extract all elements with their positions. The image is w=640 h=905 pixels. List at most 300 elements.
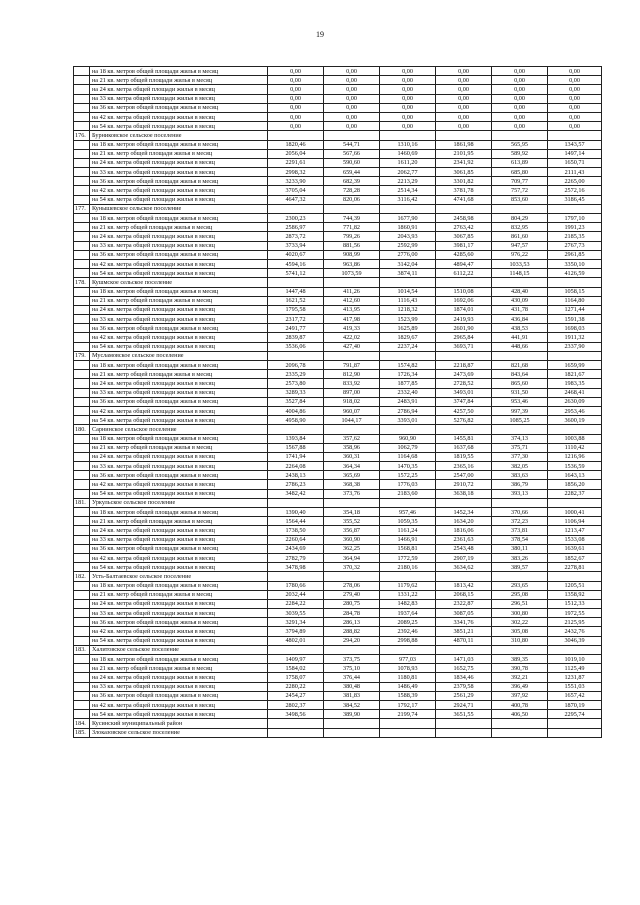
row-number-cell xyxy=(74,67,90,76)
row-number-cell xyxy=(74,103,90,112)
value-cell: 0,00 xyxy=(548,94,602,103)
table-row xyxy=(74,462,602,471)
value-cell: 2434,69 xyxy=(268,544,324,553)
value-cell: 1033,53 xyxy=(492,259,548,268)
value-cell: 2802,37 xyxy=(268,700,324,709)
value-cell: 613,89 xyxy=(492,158,548,167)
value-cell: 0,00 xyxy=(436,112,492,121)
value-cell: 2601,90 xyxy=(436,324,492,333)
value-cell: 2454,27 xyxy=(268,691,324,700)
section-title-cell: Уркульское сельское поселение xyxy=(90,498,268,507)
value-cell: 302,22 xyxy=(492,618,548,627)
value-cell: 1331,22 xyxy=(380,590,436,599)
value-cell xyxy=(380,278,436,287)
value-cell: 1588,39 xyxy=(380,691,436,700)
value-cell: 1213,47 xyxy=(548,526,602,535)
row-label-cell: на 21 кв. метр общей площади жилья в месяц xyxy=(90,664,268,673)
table-row xyxy=(74,140,602,149)
value-cell: 2213,29 xyxy=(380,177,436,186)
value-cell: 1510,08 xyxy=(436,287,492,296)
value-cell: 1574,82 xyxy=(380,361,436,370)
value-cell: 1637,68 xyxy=(436,443,492,452)
value-cell: 590,60 xyxy=(324,158,380,167)
value-cell: 2728,52 xyxy=(436,379,492,388)
value-cell: 3067,85 xyxy=(436,232,492,241)
value-cell: 0,00 xyxy=(380,103,436,112)
value-cell: 1780,66 xyxy=(268,581,324,590)
row-number-cell xyxy=(74,673,90,682)
row-label-cell: на 42 кв. метра общей площади жилья в месяц xyxy=(90,406,268,415)
value-cell xyxy=(436,572,492,581)
value-cell: 728,28 xyxy=(324,186,380,195)
value-cell: 3341,76 xyxy=(436,618,492,627)
value-cell: 1816,06 xyxy=(436,526,492,535)
value-cell: 0,00 xyxy=(324,112,380,121)
row-number-cell xyxy=(74,250,90,259)
value-cell: 1062,79 xyxy=(380,443,436,452)
value-cell xyxy=(436,498,492,507)
value-cell: 1003,88 xyxy=(548,434,602,443)
value-cell: 3874,11 xyxy=(380,269,436,278)
table-row xyxy=(74,581,602,590)
row-label-cell: на 54 кв. метра общей площади жилья в месяц xyxy=(90,563,268,572)
table-row xyxy=(74,177,602,186)
value-cell: 373,81 xyxy=(492,526,548,535)
value-cell: 355,52 xyxy=(324,517,380,526)
value-cell: 1792,17 xyxy=(380,700,436,709)
value-cell: 953,46 xyxy=(492,397,548,406)
row-number-cell xyxy=(74,397,90,406)
value-cell: 4870,11 xyxy=(436,636,492,645)
table-row xyxy=(74,609,602,618)
value-cell: 373,76 xyxy=(324,489,380,498)
row-label-cell: на 33 кв. метра общей площади жилья в месяц xyxy=(90,315,268,324)
value-cell: 0,00 xyxy=(548,122,602,131)
value-cell: 378,54 xyxy=(492,535,548,544)
value-cell: 1972,55 xyxy=(548,609,602,618)
value-cell: 3851,21 xyxy=(436,627,492,636)
value-cell: 0,00 xyxy=(324,67,380,76)
value-cell: 0,00 xyxy=(436,67,492,76)
row-number-cell: 176. xyxy=(74,131,90,140)
value-cell: 960,90 xyxy=(380,434,436,443)
table-row xyxy=(74,76,602,85)
table-row xyxy=(74,397,602,406)
value-cell: 2965,84 xyxy=(436,333,492,342)
row-label-cell: на 24 кв. метра общей площади жилья в месяц xyxy=(90,158,268,167)
value-cell: 2337,90 xyxy=(548,342,602,351)
value-cell: 2458,98 xyxy=(436,214,492,223)
row-number-cell xyxy=(74,259,90,268)
value-cell: 1533,08 xyxy=(548,535,602,544)
table-row xyxy=(74,443,602,452)
value-cell: 4958,90 xyxy=(268,416,324,425)
table-row xyxy=(74,195,602,204)
row-label-cell: на 18 кв. метров общей площади жилья в месяц xyxy=(90,140,268,149)
row-number-cell xyxy=(74,535,90,544)
table-row xyxy=(74,259,602,268)
row-number-cell xyxy=(74,664,90,673)
value-cell xyxy=(380,728,436,737)
value-cell: 853,60 xyxy=(492,195,548,204)
value-cell: 3350,10 xyxy=(548,259,602,268)
value-cell: 374,13 xyxy=(492,434,548,443)
row-number-cell xyxy=(74,553,90,562)
table-row xyxy=(74,324,602,333)
row-label-cell: на 36 кв. метров общей площади жилья в месяц xyxy=(90,177,268,186)
table-row xyxy=(74,342,602,351)
row-number-cell xyxy=(74,177,90,186)
table-row xyxy=(74,535,602,544)
row-number-cell xyxy=(74,406,90,415)
row-label-cell: на 36 кв. метров общей площади жилья в месяц xyxy=(90,544,268,553)
row-label-cell: на 18 кв. метров общей площади жилья в месяц xyxy=(90,655,268,664)
value-cell: 1000,41 xyxy=(548,508,602,517)
row-number-cell xyxy=(74,223,90,232)
value-cell xyxy=(380,498,436,507)
value-cell: 757,72 xyxy=(492,186,548,195)
value-cell: 2468,41 xyxy=(548,388,602,397)
value-cell: 4741,68 xyxy=(436,195,492,204)
row-label-cell: на 24 кв. метра общей площади жилья в месяц xyxy=(90,85,268,94)
value-cell: 362,25 xyxy=(324,544,380,553)
row-number-cell xyxy=(74,462,90,471)
value-cell: 771,82 xyxy=(324,223,380,232)
section-row xyxy=(74,719,602,728)
section-title-cell: Халитовское сельское поселение xyxy=(90,645,268,654)
value-cell: 0,00 xyxy=(436,94,492,103)
table-row xyxy=(74,508,602,517)
table-row xyxy=(74,434,602,443)
value-cell: 3781,78 xyxy=(436,186,492,195)
row-number-cell xyxy=(74,214,90,223)
row-number-cell xyxy=(74,636,90,645)
value-cell: 3061,85 xyxy=(436,168,492,177)
value-cell: 2218,87 xyxy=(436,361,492,370)
value-cell: 1116,43 xyxy=(380,296,436,305)
value-cell: 2056,04 xyxy=(268,149,324,158)
value-cell: 2572,16 xyxy=(548,186,602,195)
row-label-cell: на 33 кв. метра общей площади жилья в месяц xyxy=(90,609,268,618)
value-cell: 567,66 xyxy=(324,149,380,158)
value-cell: 1911,32 xyxy=(548,333,602,342)
row-number-cell xyxy=(74,471,90,480)
value-cell: 380,48 xyxy=(324,682,380,691)
value-cell: 0,00 xyxy=(268,122,324,131)
value-cell: 3087,05 xyxy=(436,609,492,618)
value-cell: 0,00 xyxy=(268,67,324,76)
value-cell: 375,71 xyxy=(492,443,548,452)
value-cell: 360,90 xyxy=(324,535,380,544)
value-cell: 843,64 xyxy=(492,370,548,379)
value-cell: 2547,00 xyxy=(436,471,492,480)
row-number-cell xyxy=(74,324,90,333)
value-cell: 0,00 xyxy=(436,122,492,131)
value-cell: 1523,99 xyxy=(380,315,436,324)
value-cell xyxy=(324,425,380,434)
row-number-cell xyxy=(74,581,90,590)
value-cell: 3705,04 xyxy=(268,186,324,195)
row-label-cell: на 24 кв. метра общей площади жилья в месяц xyxy=(90,305,268,314)
row-number-cell xyxy=(74,85,90,94)
value-cell: 0,00 xyxy=(380,85,436,94)
value-cell: 380,11 xyxy=(492,544,548,553)
row-number-cell xyxy=(74,168,90,177)
value-cell: 2392,46 xyxy=(380,627,436,636)
value-cell: 3527,84 xyxy=(268,397,324,406)
value-cell: 1564,44 xyxy=(268,517,324,526)
value-cell xyxy=(380,425,436,434)
value-cell: 1584,02 xyxy=(268,664,324,673)
value-cell: 1692,06 xyxy=(436,296,492,305)
table-row xyxy=(74,489,602,498)
value-cell: 1497,14 xyxy=(548,149,602,158)
row-label-cell: на 24 кв. метра общей площади жилья в месяц xyxy=(90,379,268,388)
row-number-cell xyxy=(74,379,90,388)
value-cell: 2068,15 xyxy=(436,590,492,599)
value-cell: 370,66 xyxy=(492,508,548,517)
value-cell: 2332,40 xyxy=(380,388,436,397)
value-cell: 4894,47 xyxy=(436,259,492,268)
row-label-cell: на 54 кв. метра общей площади жилья в месяц xyxy=(90,122,268,131)
row-label-cell: на 54 кв. метра общей площади жилья в месяц xyxy=(90,636,268,645)
value-cell: 832,95 xyxy=(492,223,548,232)
value-cell: 2183,60 xyxy=(380,489,436,498)
value-cell xyxy=(268,645,324,654)
value-cell: 1073,59 xyxy=(324,269,380,278)
row-label-cell: на 54 кв. метра общей площади жилья в месяц xyxy=(90,416,268,425)
value-cell: 0,00 xyxy=(548,103,602,112)
value-cell: 2543,48 xyxy=(436,544,492,553)
row-number-cell xyxy=(74,452,90,461)
table-row xyxy=(74,691,602,700)
value-cell: 2514,34 xyxy=(380,186,436,195)
value-cell: 4594,16 xyxy=(268,259,324,268)
value-cell: 392,21 xyxy=(492,673,548,682)
value-cell xyxy=(380,131,436,140)
row-label-cell: на 18 кв. метров общей площади жилья в месяц xyxy=(90,508,268,517)
table-row xyxy=(74,85,602,94)
value-cell: 544,71 xyxy=(324,140,380,149)
value-cell xyxy=(380,572,436,581)
row-label-cell: на 21 кв. метр общей площади жилья в месяц xyxy=(90,443,268,452)
value-cell: 448,66 xyxy=(492,342,548,351)
value-cell: 389,57 xyxy=(492,563,548,572)
value-cell: 430,09 xyxy=(492,296,548,305)
value-cell: 2199,74 xyxy=(380,710,436,719)
value-cell: 3794,89 xyxy=(268,627,324,636)
table-row xyxy=(74,103,602,112)
section-title-cell: Бурниковское сельское поселение xyxy=(90,131,268,140)
value-cell: 744,39 xyxy=(324,214,380,223)
value-cell xyxy=(268,572,324,581)
row-number-cell xyxy=(74,140,90,149)
value-cell: 431,78 xyxy=(492,305,548,314)
value-cell: 1621,52 xyxy=(268,296,324,305)
value-cell: 2096,78 xyxy=(268,361,324,370)
value-cell: 393,13 xyxy=(492,489,548,498)
row-label-cell: на 36 кв. метров общей площади жилья в месяц xyxy=(90,250,268,259)
row-number-cell xyxy=(74,443,90,452)
row-label-cell: на 54 кв. метра общей площади жилья в месяц xyxy=(90,342,268,351)
value-cell: 1591,38 xyxy=(548,315,602,324)
value-cell: 0,00 xyxy=(324,122,380,131)
table-row xyxy=(74,94,602,103)
row-number-cell xyxy=(74,361,90,370)
value-cell: 2998,88 xyxy=(380,636,436,645)
value-cell xyxy=(436,131,492,140)
value-cell: 3233,90 xyxy=(268,177,324,186)
value-cell: 3393,01 xyxy=(380,416,436,425)
value-cell: 0,00 xyxy=(492,85,548,94)
row-number-cell xyxy=(74,618,90,627)
value-cell xyxy=(324,645,380,654)
value-cell: 0,00 xyxy=(324,85,380,94)
value-cell: 406,50 xyxy=(492,710,548,719)
value-cell: 2265,00 xyxy=(548,177,602,186)
row-number-cell xyxy=(74,599,90,608)
value-cell: 2573,80 xyxy=(268,379,324,388)
row-number-cell: 184. xyxy=(74,719,90,728)
value-cell: 300,80 xyxy=(492,609,548,618)
row-number-cell xyxy=(74,517,90,526)
value-cell xyxy=(548,719,602,728)
table-row xyxy=(74,655,602,664)
value-cell: 3289,33 xyxy=(268,388,324,397)
row-number-cell xyxy=(74,342,90,351)
value-cell: 709,77 xyxy=(492,177,548,186)
row-number-cell: 182. xyxy=(74,572,90,581)
value-cell: 3039,55 xyxy=(268,609,324,618)
row-label-cell: на 24 кв. метра общей площади жилья в месяц xyxy=(90,452,268,461)
row-number-cell xyxy=(74,370,90,379)
value-cell: 2586,97 xyxy=(268,223,324,232)
value-cell: 1650,71 xyxy=(548,158,602,167)
value-cell: 386,79 xyxy=(492,480,548,489)
row-number-cell xyxy=(74,149,90,158)
value-cell: 368,38 xyxy=(324,480,380,489)
section-title-cell: Кушмское сельское поселение xyxy=(90,278,268,287)
value-cell: 6112,22 xyxy=(436,269,492,278)
value-cell: 5741,12 xyxy=(268,269,324,278)
row-label-cell: на 33 кв. метра общей площади жилья в месяц xyxy=(90,462,268,471)
value-cell: 1110,42 xyxy=(548,443,602,452)
row-number-cell xyxy=(74,526,90,535)
row-label-cell: на 42 кв. метра общей площади жилья в месяц xyxy=(90,627,268,636)
value-cell xyxy=(548,131,602,140)
value-cell: 372,23 xyxy=(492,517,548,526)
row-number-cell xyxy=(74,655,90,664)
value-cell: 833,92 xyxy=(324,379,380,388)
value-cell: 4257,50 xyxy=(436,406,492,415)
value-cell: 389,35 xyxy=(492,655,548,664)
value-cell: 1205,51 xyxy=(548,581,602,590)
value-cell: 356,87 xyxy=(324,526,380,535)
value-cell: 4802,01 xyxy=(268,636,324,645)
table-row xyxy=(74,232,602,241)
value-cell: 3301,82 xyxy=(436,177,492,186)
value-cell: 1536,59 xyxy=(548,462,602,471)
value-cell: 1611,20 xyxy=(380,158,436,167)
table-row xyxy=(74,526,602,535)
value-cell: 2924,71 xyxy=(436,700,492,709)
section-title-cell: Усть-Балтаевское сельское поселение xyxy=(90,572,268,581)
value-cell: 565,95 xyxy=(492,140,548,149)
value-cell: 1870,19 xyxy=(548,700,602,709)
value-cell: 947,57 xyxy=(492,241,548,250)
value-cell: 2291,61 xyxy=(268,158,324,167)
value-cell: 804,29 xyxy=(492,214,548,223)
table-row xyxy=(74,168,602,177)
value-cell: 0,00 xyxy=(380,94,436,103)
value-cell: 1625,89 xyxy=(380,324,436,333)
table-row xyxy=(74,158,602,167)
table-row xyxy=(74,149,602,158)
table-row xyxy=(74,388,602,397)
table-row xyxy=(74,287,602,296)
table-row xyxy=(74,452,602,461)
value-cell: 370,32 xyxy=(324,563,380,572)
row-number-cell xyxy=(74,195,90,204)
value-cell: 812,90 xyxy=(324,370,380,379)
row-number-cell: 183. xyxy=(74,645,90,654)
table-row xyxy=(74,590,602,599)
table-row xyxy=(74,112,602,121)
value-cell: 1179,62 xyxy=(380,581,436,590)
table-row xyxy=(74,618,602,627)
value-cell xyxy=(492,351,548,360)
value-cell: 390,78 xyxy=(492,664,548,673)
row-label-cell: на 54 кв. метра общей площади жилья в месяц xyxy=(90,195,268,204)
value-cell: 288,82 xyxy=(324,627,380,636)
value-cell: 4285,60 xyxy=(436,250,492,259)
value-cell: 5276,82 xyxy=(436,416,492,425)
value-cell: 659,44 xyxy=(324,168,380,177)
data-table xyxy=(73,66,602,738)
row-number-cell: 178. xyxy=(74,278,90,287)
row-label-cell: на 42 кв. метра общей площади жилья в месяц xyxy=(90,553,268,562)
value-cell: 0,00 xyxy=(324,103,380,112)
row-label-cell: на 36 кв. метров общей площади жилья в месяц xyxy=(90,471,268,480)
value-cell: 791,87 xyxy=(324,361,380,370)
value-cell: 2089,25 xyxy=(380,618,436,627)
value-cell: 2379,58 xyxy=(436,682,492,691)
row-number-cell xyxy=(74,388,90,397)
table-row xyxy=(74,627,602,636)
value-cell: 2438,13 xyxy=(268,471,324,480)
row-label-cell: на 18 кв. метров общей площади жилья в месяц xyxy=(90,581,268,590)
row-label-cell: на 24 кв. метра общей площади жилья в месяц xyxy=(90,526,268,535)
value-cell: 0,00 xyxy=(380,122,436,131)
table-row xyxy=(74,710,602,719)
value-cell: 589,92 xyxy=(492,149,548,158)
value-cell: 1486,49 xyxy=(380,682,436,691)
value-cell: 1758,07 xyxy=(268,673,324,682)
value-cell: 357,62 xyxy=(324,434,380,443)
table-row xyxy=(74,67,602,76)
row-number-cell xyxy=(74,296,90,305)
row-label-cell: на 42 кв. метра общей площади жилья в месяц xyxy=(90,480,268,489)
value-cell: 682,39 xyxy=(324,177,380,186)
value-cell: 0,00 xyxy=(380,76,436,85)
value-cell: 1738,50 xyxy=(268,526,324,535)
row-label-cell: на 18 кв. метров общей площади жилья в месяц xyxy=(90,287,268,296)
section-row xyxy=(74,278,602,287)
table-row xyxy=(74,379,602,388)
row-number-cell xyxy=(74,416,90,425)
value-cell: 3981,17 xyxy=(436,241,492,250)
value-cell xyxy=(380,719,436,728)
